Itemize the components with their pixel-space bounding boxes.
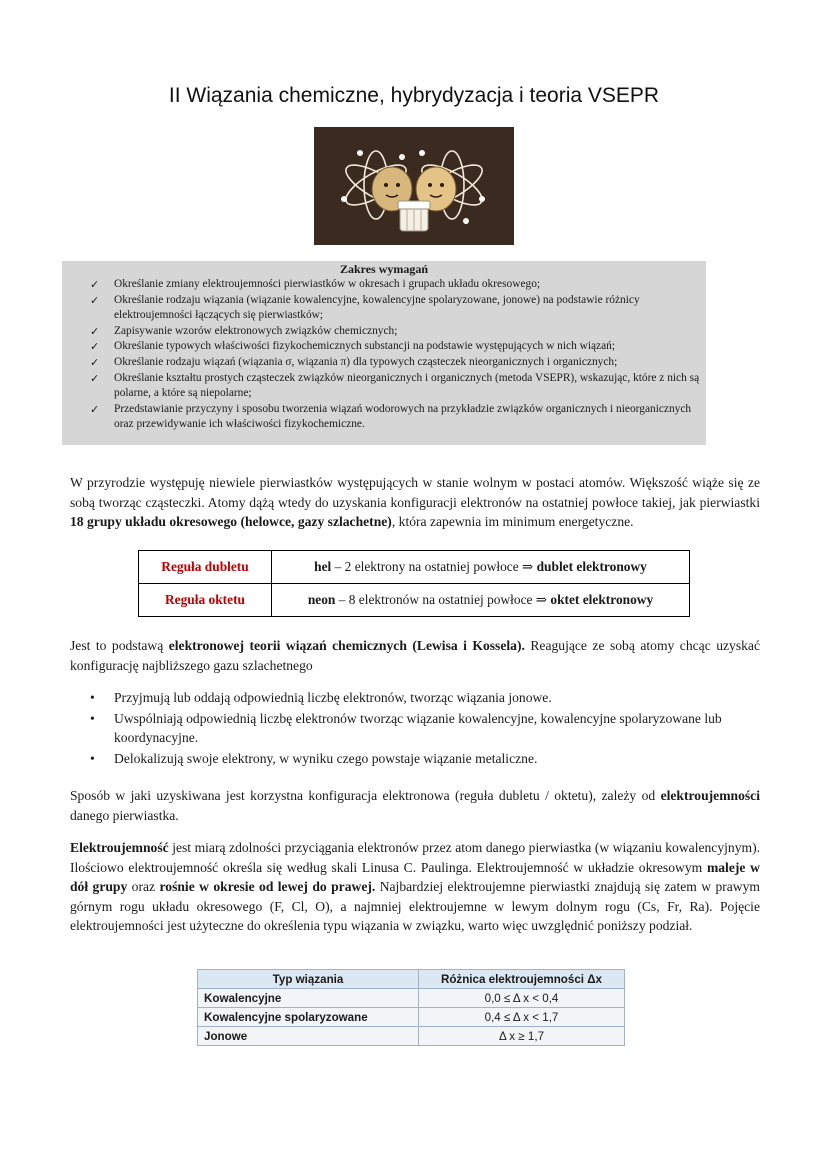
electronegativity-paragraph: Elektroujemność jest miarą zdolności przyciągania elektronów przez atom danego pierwiastka (w wiązaniu kowalencyjnym). Ilościowo elektroujemność określa się według skali Linusa C. Paulinga. Elektroujemność w układzie okresowym maleje w dół grupy oraz rośnie w okresie od lewej do prawej. Najbardziej elektroujemne pierwiastki znajdują się zatem w prawym górnym rogu układu okresowego (F, Cl, O), a najmniej elektroujemne w lewym dolnym rogu (Cs, Fr, Ra). Pojęcie elektroujemności jest użyteczne do określenia typu wiązania w związku, warto więc uwzględnić poniższy podział. xyxy=(70,840,760,933)
rule-name: Reguła oktetu xyxy=(139,584,272,617)
page-title: II Wiązania chemiczne, hybrydyzacja i teoria VSEPR xyxy=(168,84,660,107)
checkmark-icon: ✓ xyxy=(90,293,100,307)
bond-type-table xyxy=(197,969,625,1046)
intro-paragraph: W przyrodzie występuję niewiele pierwiastków występujących w stanie wolnym w postaci atomów. Większość wiąże się ze sobą tworząc cząsteczki. Atomy dążą wtedy do uzyskania konfiguracji elektronów na ostatniej powłoce takiej, jak pierwiastki 18 grupy układu okresowego (helowce, gazy szlachetne), która zapewnia im minimum energetyczne. xyxy=(70,475,760,529)
list-item: • Delokalizują swoje elektrony, w wyniku czego powstaje wiązanie metaliczne. xyxy=(70,749,760,769)
bullet-list xyxy=(70,688,760,769)
atoms-cartoon-icon xyxy=(314,127,514,245)
list-item: ✓ Zapisywanie wzorów elektronowych związków chemicznych; xyxy=(90,324,398,338)
list-item: ✓ Określanie zmiany elektroujemności pierwiastków w okresach i grupach układu okresowego; xyxy=(90,278,541,291)
table-row xyxy=(139,584,690,617)
requirements-box xyxy=(62,261,706,445)
checkmark-icon: ✓ xyxy=(90,355,100,369)
checkmark-icon: ✓ xyxy=(90,278,100,291)
rules-table xyxy=(138,550,690,617)
table-cell: Kowalencyjne spolaryzowane xyxy=(198,1008,419,1027)
column-header: Różnica elektroujemności Δx xyxy=(419,970,625,989)
list-item: ✓ Przedstawianie przyczyny i sposobu tworzenia wiązań wodorowych na przykładzie związków organicznych i nieorganicznych oraz przewidywanie ich właściwości fizykochemiczne. xyxy=(90,402,692,431)
rule-description: neon – 8 elektronów na ostatniej powłoce ⇒ oktet elektronowy xyxy=(272,584,690,617)
table-row xyxy=(198,1027,625,1046)
bullet-icon: • xyxy=(90,710,95,726)
table-cell: 0,4 ≤ Δ x < 1,7 xyxy=(419,1008,625,1027)
checkmark-icon: ✓ xyxy=(90,371,100,385)
table-row xyxy=(198,989,625,1008)
list-item: ✓ Określanie rodzaju wiązania (wiązanie kowalencyjne, kowalencyjne spolaryzowane, jonowe) na podstawie różnicy elektroujemności łączących się pierwiastków; xyxy=(90,293,640,322)
checkmark-icon: ✓ xyxy=(90,324,100,338)
table-cell: 0,0 ≤ Δ x < 0,4 xyxy=(419,989,625,1008)
list-item: ✓ Określanie typowych właściwości fizykochemicznych substancji na podstawie występujących w nich wiązań; xyxy=(90,340,616,354)
table-cell: Δ x ≥ 1,7 xyxy=(419,1027,625,1046)
checkmark-icon: ✓ xyxy=(90,340,100,354)
method-paragraph: Sposób w jaki uzyskiwana jest korzystna konfiguracja elektronowa (reguła dubletu / oktetu), zależy od elektroujemności danego pierwiastka. xyxy=(70,788,760,823)
bullet-icon: • xyxy=(90,690,95,705)
rule-name: Reguła dubletu xyxy=(139,551,272,584)
theory-paragraph: Jest to podstawą elektronowej teorii wiązań chemicznych (Lewisa i Kossela). Reagujące ze sobą atomy chcąc uzyskać konfigurację najbliższego gazu szlachetnego xyxy=(70,638,760,673)
list-item: ✓ Określanie kształtu prostych cząsteczek związków nieorganicznych i organicznych (metoda VSEPR), wskazując, które z nich są polarne, a które są niepolarne; xyxy=(90,371,700,400)
requirements-list xyxy=(62,277,706,433)
table-row xyxy=(139,551,690,584)
bullet-icon: • xyxy=(90,750,95,766)
table-cell: Jonowe xyxy=(198,1027,419,1046)
list-item: • Przyjmują lub oddają odpowiednią liczbę elektronów, tworząc wiązania jonowe. xyxy=(70,688,760,708)
table-row xyxy=(198,1008,625,1027)
column-header: Typ wiązania xyxy=(198,970,419,989)
list-item: • Uwspólniają odpowiednią liczbę elektronów tworząc wiązanie kowalencyjne, kowalencyjne spolaryzowane lub koordynacyjne. xyxy=(90,710,722,745)
atoms-illustration xyxy=(314,127,514,245)
table-header-row xyxy=(198,970,625,989)
list-item: ✓ Określanie rodzaju wiązań (wiązania σ, wiązania π) dla typowych cząsteczek nieorganicznych i organicznych; xyxy=(90,355,618,369)
table-cell: Kowalencyjne xyxy=(198,989,419,1008)
checkmark-icon: ✓ xyxy=(90,402,100,416)
rule-description: hel – 2 elektrony na ostatniej powłoce ⇒ dublet elektronowy xyxy=(272,551,690,584)
requirements-heading: Zakres wymagań xyxy=(339,262,429,276)
